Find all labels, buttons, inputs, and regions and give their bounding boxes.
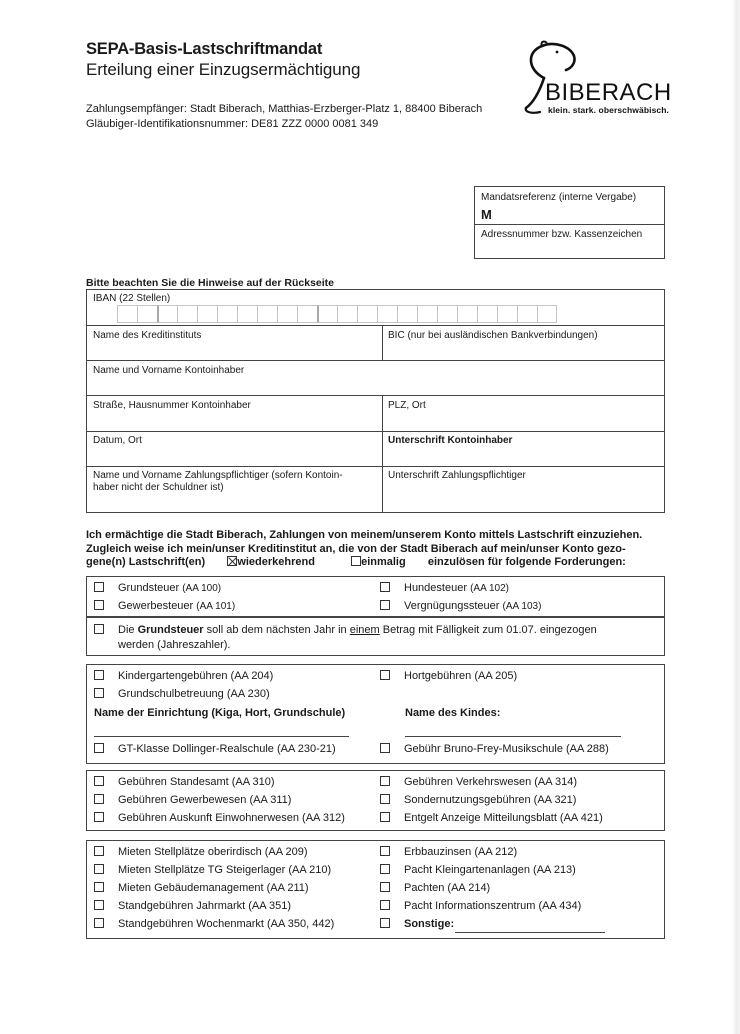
form-subtitle: Erteilung einer Einzugsermächtigung	[86, 60, 361, 79]
hort-label: Hortgebühren (AA 205)	[404, 670, 518, 682]
iban-digit-cell[interactable]	[517, 305, 537, 323]
mandate-reference-value: M	[481, 207, 492, 222]
recurring-label: wiederkehrend	[237, 556, 315, 568]
iban-digit-cell[interactable]	[497, 305, 517, 323]
infozentrum-option[interactable]	[380, 900, 581, 912]
iban-digit-cell[interactable]	[357, 305, 377, 323]
institution-name-label: Name der Einrichtung (Kiga, Hort, Grundschule)	[94, 707, 346, 719]
stellplaetze-ober-checkbox[interactable]	[94, 846, 104, 856]
wochenmarkt-checkbox[interactable]	[94, 918, 104, 928]
institution-name-line[interactable]	[94, 736, 349, 737]
kleingarten-checkbox[interactable]	[380, 864, 390, 874]
bank-details-form	[86, 289, 665, 513]
hint-text: Bitte beachten Sie die Hinweise auf der Rückseite	[86, 277, 334, 289]
iban-digit-cell[interactable]	[237, 305, 257, 323]
logo-tagline: klein. stark. oberschwäbisch.	[548, 105, 670, 115]
divider	[475, 224, 664, 225]
authorization-line3	[86, 556, 626, 568]
iban-digit-cell[interactable]	[417, 305, 437, 323]
jahrmarkt-checkbox[interactable]	[94, 900, 104, 910]
annual-payer-section	[86, 617, 665, 656]
stellplaetze-tg-label: Mieten Stellplätze TG Steigerlager (AA 210)	[118, 864, 332, 876]
iban-digit-cell[interactable]	[397, 305, 417, 323]
authorization-line3-end: einzulösen für folgende Forderungen:	[427, 556, 626, 568]
kleingarten-label: Pacht Kleingartenanlagen (AA 213)	[404, 864, 576, 876]
erbbau-label: Erbbauzinsen (AA 212)	[404, 846, 518, 858]
logo-wordmark: BIBERACH	[545, 79, 672, 106]
annual-payer-text-2: Grundsteuer	[137, 624, 204, 636]
gewerbesteuer-checkbox[interactable]	[94, 600, 104, 610]
form-title: SEPA-Basis-Lastschriftmandat	[86, 40, 323, 58]
standesamt-option[interactable]	[94, 776, 275, 788]
vergnuegungssteuer-option[interactable]	[380, 600, 541, 612]
annual-payer-option[interactable]	[94, 624, 597, 636]
holder-signature-label: Unterschrift Kontoinhaber	[388, 435, 513, 446]
grundsteuer-code: (AA 100)	[182, 583, 222, 594]
payer-name-label-line1: Name und Vorname Zahlungspflichtiger (sofern Kontoin-	[93, 470, 343, 481]
jahrmarkt-option[interactable]	[94, 900, 291, 912]
address-number-label: Adressnummer bzw. Kassenzeichen	[481, 229, 643, 240]
annual-payer-text-1: Die	[118, 624, 138, 636]
stellplaetze-tg-checkbox[interactable]	[94, 864, 104, 874]
annual-payer-checkbox[interactable]	[94, 624, 104, 634]
iban-digit-cell[interactable]	[117, 305, 137, 323]
payer-name-label-line2: haber nicht der Schuldner ist)	[93, 482, 224, 493]
annual-payer-text-5: Betrag mit Fälligkeit zum 01.07. eingezogen	[379, 624, 597, 636]
tax-section	[86, 576, 665, 617]
auskunft-checkbox[interactable]	[94, 812, 104, 822]
plz-label: PLZ, Ort	[388, 400, 426, 411]
iban-digit-cell[interactable]	[297, 305, 317, 323]
iban-digit-cell[interactable]	[137, 305, 157, 323]
sonstige-checkbox[interactable]	[380, 918, 390, 928]
gebaeude-checkbox[interactable]	[94, 882, 104, 892]
vergnuegungssteuer-checkbox[interactable]	[380, 600, 390, 610]
kleingarten-option[interactable]	[380, 864, 576, 876]
auskunft-option[interactable]	[94, 812, 345, 824]
vergnuegungssteuer-code: (AA 103)	[502, 601, 542, 612]
grundschulbetreuung-option[interactable]	[94, 688, 270, 700]
wochenmarkt-label: Standgebühren Wochenmarkt (AA 350, 442)	[118, 918, 335, 930]
divider	[382, 395, 383, 513]
sonstige-line[interactable]	[455, 932, 605, 933]
standesamt-label: Gebühren Standesamt (AA 310)	[118, 776, 275, 788]
stellplaetze-ober-label: Mieten Stellplätze oberirdisch (AA 209)	[118, 846, 308, 858]
rents-section	[86, 840, 665, 939]
child-name-label: Name des Kindes:	[405, 707, 501, 719]
annual-payer-text-line2: werden (Jahreszahler).	[118, 639, 231, 651]
iban-digit-cell[interactable]	[157, 305, 177, 323]
iban-digit-cell[interactable]	[257, 305, 277, 323]
bic-label: BIC (nur bei ausländischen Bankverbindungen)	[388, 330, 598, 341]
iban-digit-cell[interactable]	[477, 305, 497, 323]
gewerbewesen-option[interactable]	[94, 794, 291, 806]
gewerbesteuer-code: (AA 101)	[196, 601, 236, 612]
iban-label: IBAN (22 Stellen)	[93, 293, 171, 304]
iban-digit-cell[interactable]	[217, 305, 237, 323]
authorization-line1: Ich ermächtige die Stadt Biberach, Zahlungen von meinem/unserem Konto mittels Lastschrift einzuziehen.	[86, 529, 643, 541]
kindergarten-checkbox[interactable]	[94, 670, 104, 680]
pachten-checkbox[interactable]	[380, 882, 390, 892]
wochenmarkt-option[interactable]	[94, 918, 334, 930]
erbbau-checkbox[interactable]	[380, 846, 390, 856]
iban-digit-cell[interactable]	[317, 305, 337, 323]
iban-digit-cell[interactable]	[537, 305, 557, 323]
hort-option[interactable]	[380, 670, 517, 682]
once-label: einmalig	[361, 556, 406, 568]
pachten-label: Pachten (AA 214)	[404, 882, 491, 894]
stellplaetze-ober-option[interactable]	[94, 846, 308, 858]
divider	[87, 360, 664, 361]
iban-input[interactable]	[117, 305, 557, 323]
mandate-reference-label: Mandatsreferenz (interne Vergabe)	[481, 192, 637, 203]
gewerbewesen-checkbox[interactable]	[94, 794, 104, 804]
sondernutzung-checkbox[interactable]	[380, 794, 390, 804]
divider	[382, 325, 383, 360]
verkehrswesen-option[interactable]	[380, 776, 577, 788]
infozentrum-label: Pacht Informationszentrum (AA 434)	[404, 900, 582, 912]
date-place-label: Datum, Ort	[93, 435, 142, 446]
gt-klasse-option[interactable]	[94, 743, 336, 755]
recipient-line: Zahlungsempfänger: Stadt Biberach, Matthias-Erzberger-Platz 1, 88400 Biberach	[86, 103, 483, 115]
iban-digit-cell[interactable]	[377, 305, 397, 323]
hundesteuer-option[interactable]	[380, 582, 509, 594]
infozentrum-checkbox[interactable]	[380, 900, 390, 910]
street-label: Straße, Hausnummer Kontoinhaber	[93, 400, 251, 411]
iban-digit-cell[interactable]	[277, 305, 297, 323]
authorization-line2: Zugleich weise ich mein/unser Kreditinstitut an, die von der Stadt Biberach auf mein/unser Konto gezo-	[86, 543, 626, 555]
iban-digit-cell[interactable]	[457, 305, 477, 323]
pachten-option[interactable]	[380, 882, 490, 894]
authorization-text	[86, 528, 666, 556]
sondernutzung-label: Sondernutzungsgebühren (AA 321)	[404, 794, 577, 806]
authorization-line3-start: gene(n) Lastschrift(en)	[86, 556, 206, 568]
iban-digit-cell[interactable]	[177, 305, 197, 323]
iban-digit-cell[interactable]	[337, 305, 357, 323]
recurring-checkbox[interactable]	[227, 556, 237, 566]
annual-payer-text-4: einem	[349, 624, 380, 636]
mandate-reference-box[interactable]	[474, 186, 665, 259]
divider	[87, 395, 664, 396]
stellplaetze-tg-option[interactable]	[94, 864, 331, 876]
auskunft-label: Gebühren Auskunft Einwohnerwesen (AA 312)	[118, 812, 345, 824]
hort-checkbox[interactable]	[380, 670, 390, 680]
recipient-block	[86, 102, 482, 132]
gewerbewesen-label: Gebühren Gewerbewesen (AA 311)	[118, 794, 292, 806]
divider	[87, 431, 664, 432]
gt-klasse-checkbox[interactable]	[94, 743, 104, 753]
gebaeude-label: Mieten Gebäudemanagement (AA 211)	[118, 882, 309, 894]
erbbau-option[interactable]	[380, 846, 517, 858]
creditor-id-line: Gläubiger-Identifikationsnummer: DE81 ZZZ 0000 0081 349	[86, 118, 379, 130]
payer-signature-label: Unterschrift Zahlungspflichtiger	[388, 470, 526, 481]
mitteilungsblatt-checkbox[interactable]	[380, 812, 390, 822]
sondernutzung-option[interactable]	[380, 794, 576, 806]
annual-payer-text-3: soll ab dem nächsten Jahr in	[203, 624, 350, 636]
gebaeude-option[interactable]	[94, 882, 309, 894]
gewerbesteuer-label: Gewerbesteuer	[118, 600, 194, 612]
divider	[87, 466, 664, 467]
standesamt-checkbox[interactable]	[94, 776, 104, 786]
grundsteuer-label: Grundsteuer	[118, 582, 180, 594]
grundsteuer-checkbox[interactable]	[94, 582, 104, 592]
iban-digit-cell[interactable]	[197, 305, 217, 323]
grundschulbetreuung-label: Grundschulbetreuung (AA 230)	[118, 688, 270, 700]
sonstige-option[interactable]	[380, 918, 454, 930]
kindergarten-label: Kindergartengebühren (AA 204)	[118, 670, 274, 682]
hundesteuer-code: (AA 102)	[470, 583, 509, 594]
vergnuegungssteuer-label: Vergnügungssteuer	[404, 600, 500, 612]
childcare-section	[86, 664, 665, 764]
musikschule-option[interactable]	[380, 743, 609, 755]
musikschule-label: Gebühr Bruno-Frey-Musikschule (AA 288)	[404, 743, 609, 755]
once-checkbox[interactable]	[351, 556, 361, 566]
iban-digit-cell[interactable]	[437, 305, 457, 323]
jahrmarkt-label: Standgebühren Jahrmarkt (AA 351)	[118, 900, 292, 912]
child-name-line[interactable]	[405, 736, 621, 737]
fees-section	[86, 770, 665, 831]
grundschulbetreuung-checkbox[interactable]	[94, 688, 104, 698]
sonstige-label: Sonstige:	[404, 918, 455, 930]
gewerbesteuer-option[interactable]	[94, 600, 235, 612]
verkehrswesen-checkbox[interactable]	[380, 776, 390, 786]
account-holder-label: Name und Vorname Kontoinhaber	[93, 365, 245, 376]
page-edge-shadow	[732, 0, 738, 1034]
musikschule-checkbox[interactable]	[380, 743, 390, 753]
mitteilungsblatt-option[interactable]	[380, 812, 603, 824]
hundesteuer-label: Hundesteuer	[404, 582, 467, 594]
gt-klasse-label: GT-Klasse Dollinger-Realschule (AA 230-21)	[118, 743, 336, 755]
mitteilungsblatt-label: Entgelt Anzeige Mitteilungsblatt (AA 421)	[404, 812, 603, 824]
bank-name-label: Name des Kreditinstituts	[93, 330, 202, 341]
kindergarten-option[interactable]	[94, 670, 273, 682]
hundesteuer-checkbox[interactable]	[380, 582, 390, 592]
divider	[87, 325, 664, 326]
payer-name-label	[93, 470, 343, 494]
grundsteuer-option[interactable]	[94, 582, 221, 594]
verkehrswesen-label: Gebühren Verkehrswesen (AA 314)	[404, 776, 578, 788]
